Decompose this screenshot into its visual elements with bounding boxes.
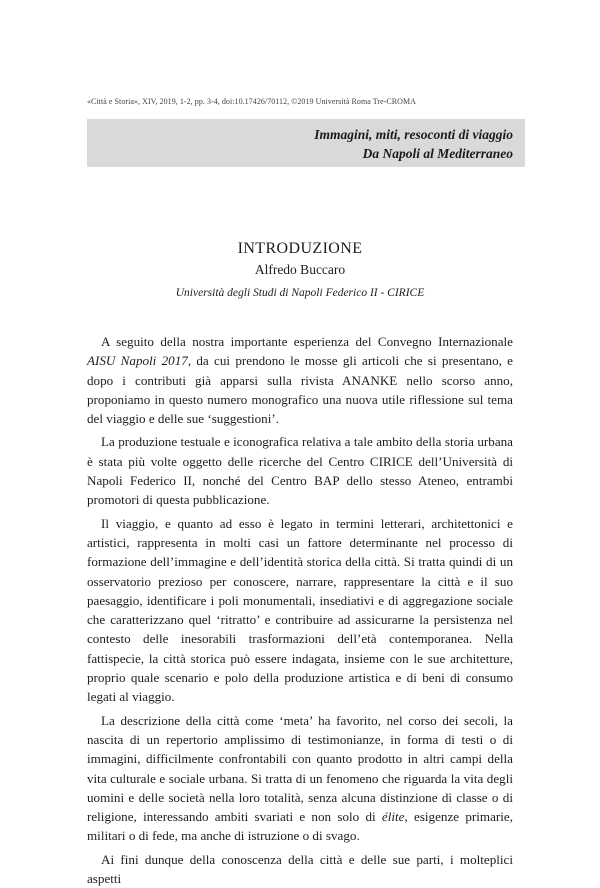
article-title: INTRODUZIONE [237,240,363,257]
paragraph-5: Ai fini dunque della conoscenza della città e delle sue parti, i molteplici aspetti [87,851,513,887]
banner-line-2: Da Napoli al Mediterraneo [362,146,513,161]
paragraph-3: Il viaggio, e quanto ad esso è legato in termini letterari, architettonici e artistici, rappresenta in molti casi un fattore determinante nel processo di formazione dell’immagine e dell’identità storica della città. Si tratta quindi di un osservatorio prezioso per conoscere, narrare, rappresentare la città e il suo paesaggio, identificare i poli monumentali, insediativi e di aggregazione sociale che caratterizzano quel ‘ritratto’ e contribuire ad assicurarne la persistenza nel contesto delle inesorabili trasformazioni dell’età contemporanea. Nella fattispecie, la città storica può essere indagata, insieme con le sue architetture, proprio quale scenario e polo della produzione artistica e di beni di consumo legati al viaggio. [87,515,513,705]
article-author: Alfredo Buccaro [254,262,346,277]
paragraph-4-emphasis: élite [381,809,405,825]
paragraph-1-text-a: A seguito della nostra importante esperienza del Convegno Internazionale [101,334,513,349]
banner-line-1: Immagini, miti, resoconti di viaggio [314,127,513,142]
paragraph-1 [87,332,513,428]
article-body [87,332,513,888]
section-banner [87,119,525,167]
paragraph-1-text-b: , da cui prendono le mosse gli articoli che si presentano, e dopo i contributi già apparsi sulla rivista ANANKE nello scorso anno, proponiamo in questo numero monografico una nuova utile riflessione sul tema del viaggio e delle sue ‘suggestioni’. [87,353,513,427]
paragraph-2: La produzione testuale e iconografica relativa a tale ambito della storia urbana è stata più volte oggetto delle ricerche del Centro CIRICE dell’Università di Napoli Federico II, nonché del Centro BAP dello stesso Ateneo, entrambi promotori di questa pubblicazione. [87,434,513,508]
author-affiliation: Università degli Studi di Napoli Federico II - CIRICE [175,287,425,299]
paragraph-4-text-a: La descrizione della città come ‘meta’ ha favorito, nel corso dei secoli, la nascita di un repertorio amplissimo di testimonianze, in forma di testi o di immagini, difficilmente confrontabili con quanto prodotto in altri campi della vita culturale e sociale urbana. Si tratta di un fenomeno che riguarda la vita degli uomini e delle società nella loro totalità, senza alcuna distinzione di classe o di religione, interessando ambiti svariati e non solo di [87,712,513,825]
paragraph-4 [87,711,513,846]
journal-citation: «Città e Storia», XIV, 2019, 1-2, pp. 3-4, doi:10.17426/70112, ©2019 Università Roma Tre-CROMA [87,97,416,106]
paragraph-1-emphasis: AISU Napoli 2017 [87,353,188,369]
paragraph-4-text-b: , esigenze primarie, militari o di fede, ma anche di istruzione o di svago. [87,809,513,844]
